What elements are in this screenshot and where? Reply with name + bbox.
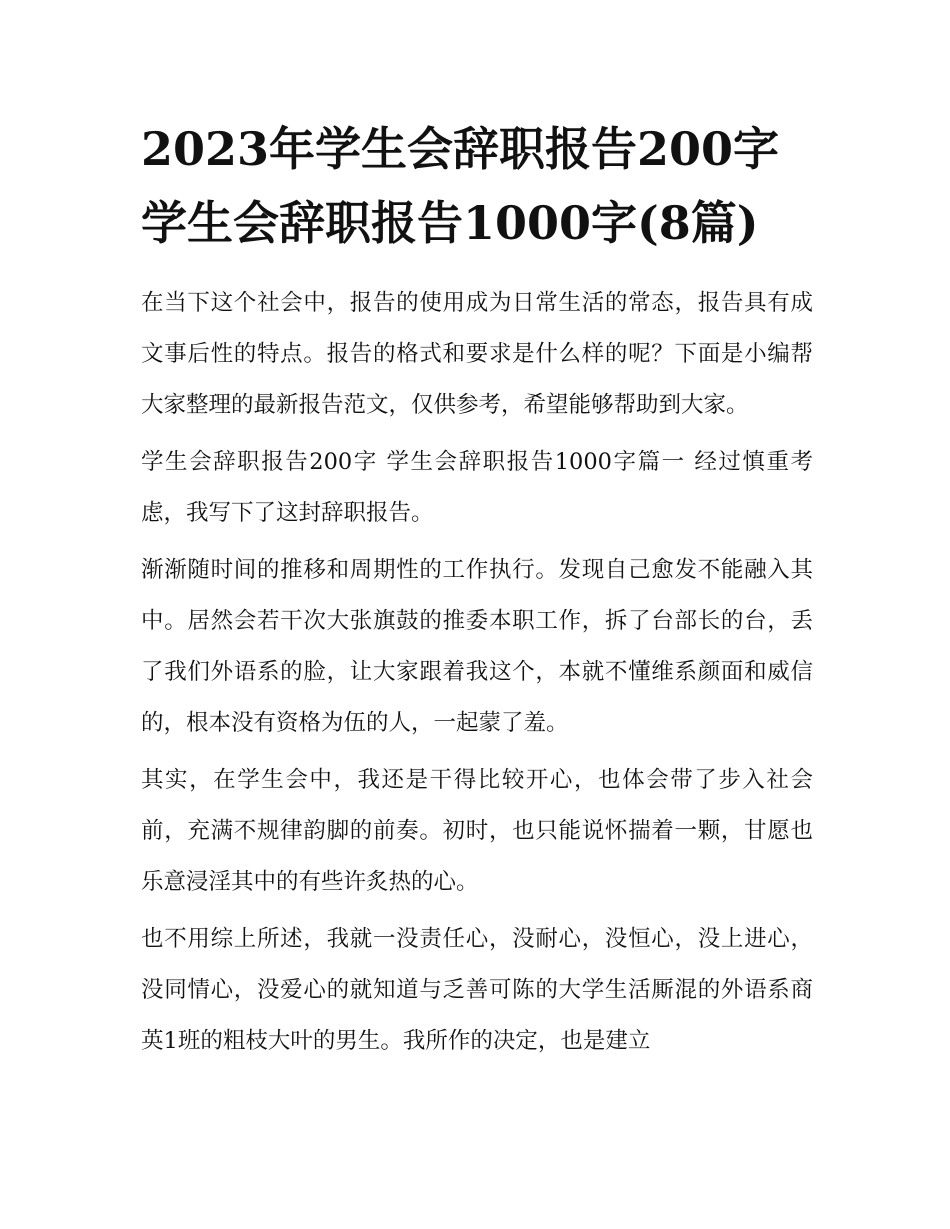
paragraph-section-one: 学生会辞职报告200字 学生会辞职报告1000字篇一 经过慎重考虑，我写下了这封辞职报告。 — [141, 449, 813, 526]
paragraph-body: 也不用综上所述，我就一没责任心，没耐心，没恒心，没上进心，没同情心，没爱心的就知道与乏善可陈的大学生活厮混的外语系商英1班的粗枝大叶的男生。我所作的决定，也是建立 — [141, 926, 813, 1054]
document-title: 2023年学生会辞职报告200字 学生会辞职报告1000字(8篇) — [141, 122, 780, 250]
paragraph-intro: 在当下这个社会中，报告的使用成为日常生活的常态，报告具有成文事后性的特点。报告的格式和要求是什么样的呢？下面是小编帮大家整理的最新报告范文，仅供参考，希望能够帮助到大家。 — [141, 290, 813, 418]
paragraph-body: 其实，在学生会中，我还是干得比较开心，也体会带了步入社会前，充满不规律韵脚的前奏。初时，也只能说怀揣着一颗，甘愿也乐意浸淫其中的有些许炙热的心。 — [141, 767, 813, 895]
document-page — [141, 112, 813, 1073]
paragraph-body: 渐渐随时间的推移和周期性的工作执行。发现自己愈发不能融入其中。居然会若干次大张旗鼓的推委本职工作，拆了台部长的台，丢了我们外语系的脸，让大家跟着我这个，本就不懂维系颜面和威信的，根本没有资格为伍的人，一起蒙了羞。 — [141, 557, 813, 736]
